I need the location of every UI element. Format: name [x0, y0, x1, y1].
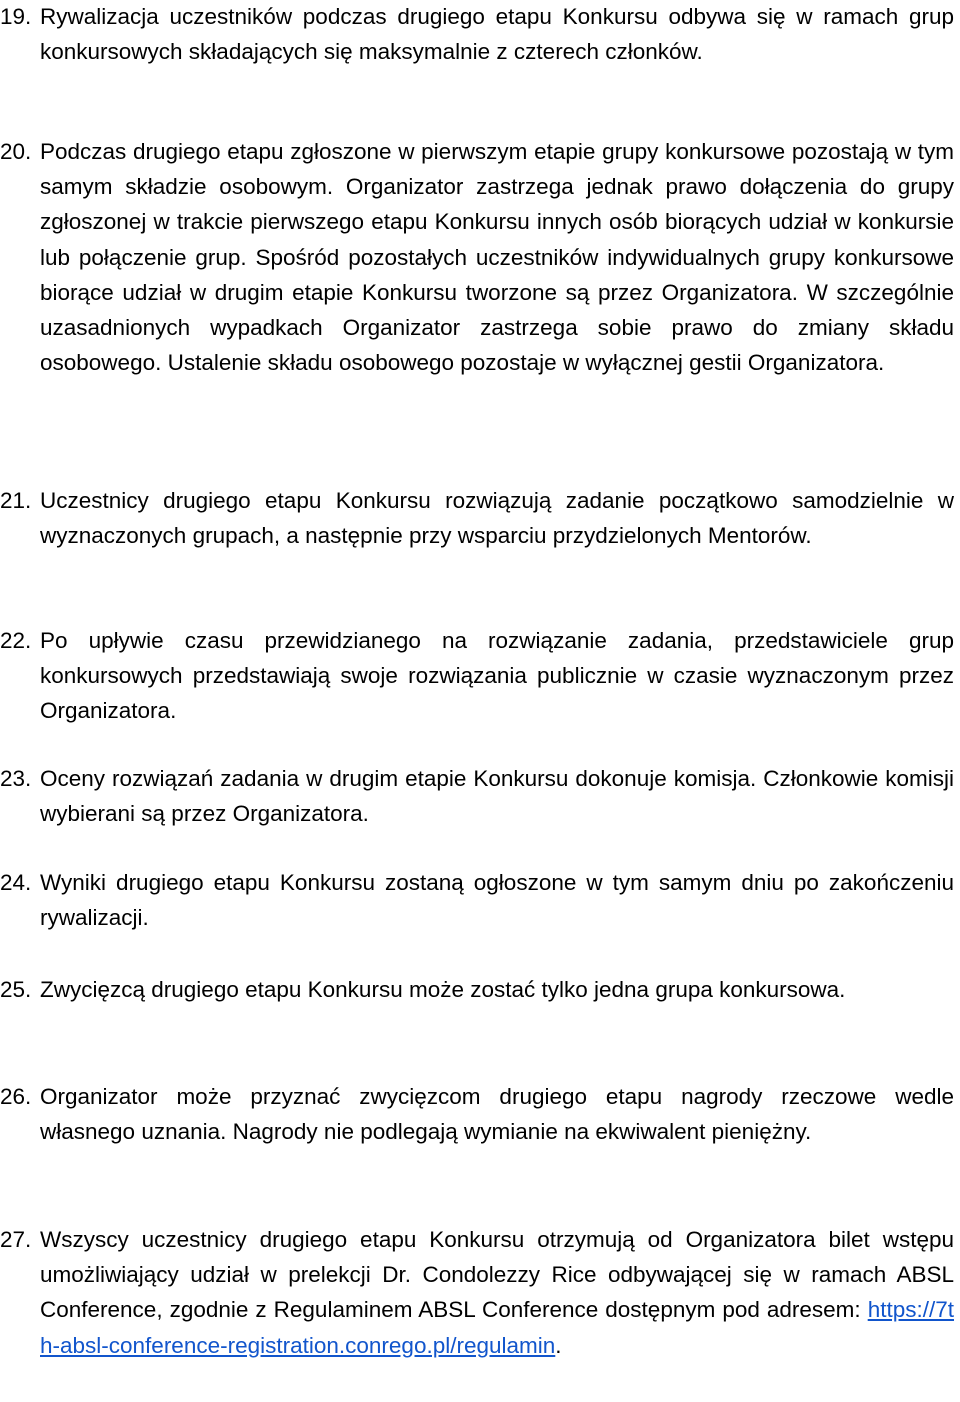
list-item-number: 24.	[0, 870, 32, 895]
list-item	[0, 623, 954, 729]
list-item	[0, 483, 954, 553]
list-item-text: Organizator może przyznać zwycięzcom drugiego etapu nagrody rzeczowe wedle własnego uznania. Nagrody nie podlegają wymianie na ekwiwalent pieniężny.	[40, 1084, 954, 1145]
list-item-text: Po upływie czasu przewidzianego na rozwiązanie zadania, przedstawiciele grup konkursowych przedstawiają swoje rozwiązania publicznie w czasie wyznaczonym przez Organizatora.	[40, 628, 954, 724]
list-item-number: 23.	[0, 766, 32, 791]
list-item-number: 19.	[0, 4, 32, 29]
list-item-text	[40, 1222, 954, 1363]
list-item-text-after-link: .	[555, 1332, 562, 1358]
list-item-number: 26.	[0, 1084, 32, 1109]
list-item-number: 25.	[0, 977, 32, 1002]
list-item-text: Oceny rozwiązań zadania w drugim etapie Konkursu dokonuje komisja. Członkowie komisji wybierani są przez Organizatora.	[40, 766, 954, 827]
list-item-text: Rywalizacja uczestników podczas drugiego etapu Konkursu odbywa się w ramach grup konkursowych składających się maksymalnie z czterech członków.	[40, 4, 954, 65]
list-item-number: 20.	[0, 139, 32, 164]
regulations-link[interactable]: https://7th-absl-conference-registration.conrego.pl/regulamin	[40, 1297, 954, 1358]
list-item-text-before-link: Wszyscy uczestnicy drugiego etapu Konkursu otrzymują od Organizatora bilet wstępu umożliwiający udział w prelekcji Dr. Condolezzy Rice odbywającej się w ramach ABSL Conference, zgodnie z Regulaminem ABSL Conference dostępnym pod adresem:	[40, 1227, 954, 1323]
list-item	[0, 865, 954, 935]
list-item	[0, 134, 954, 380]
list-item	[0, 761, 954, 831]
list-item-text: Zwycięzcą drugiego etapu Konkursu może zostać tylko jedna grupa konkursowa.	[40, 977, 846, 1002]
list-item-number: 27.	[0, 1227, 32, 1252]
list-item	[0, 1079, 954, 1149]
list-item	[0, 972, 954, 1007]
list-item-text: Uczestnicy drugiego etapu Konkursu rozwiązują zadanie początkowo samodzielnie w wyznaczonych grupach, a następnie przy wsparciu przydzielonych Mentorów.	[40, 488, 954, 549]
list-item	[0, 0, 954, 69]
list-item-number: 22.	[0, 628, 32, 653]
list-item-number: 21.	[0, 488, 32, 513]
list-item-text: Podczas drugiego etapu zgłoszone w pierwszym etapie grupy konkursowe pozostają w tym samym składzie osobowym. Organizator zastrzega jednak prawo dołączenia do grupy zgłoszonej w trakcie pierwszego etapu Konkursu innych osób biorących udział w konkursie lub połączenie grup. Spośród pozostałych uczestników indywidualnych grupy konkursowe biorące udział w drugim etapie Konkursu tworzone są przez Organizatora. W szczególnie uzasadnionych wypadkach Organizator zastrzega sobie prawo do zmiany składu osobowego. Ustalenie składu osobowego pozostaje w wyłącznej gestii Organizatora.	[40, 139, 954, 376]
list-item	[0, 1222, 954, 1363]
list-item-text: Wyniki drugiego etapu Konkursu zostaną ogłoszone w tym samym dniu po zakończeniu rywalizacji.	[40, 870, 954, 931]
